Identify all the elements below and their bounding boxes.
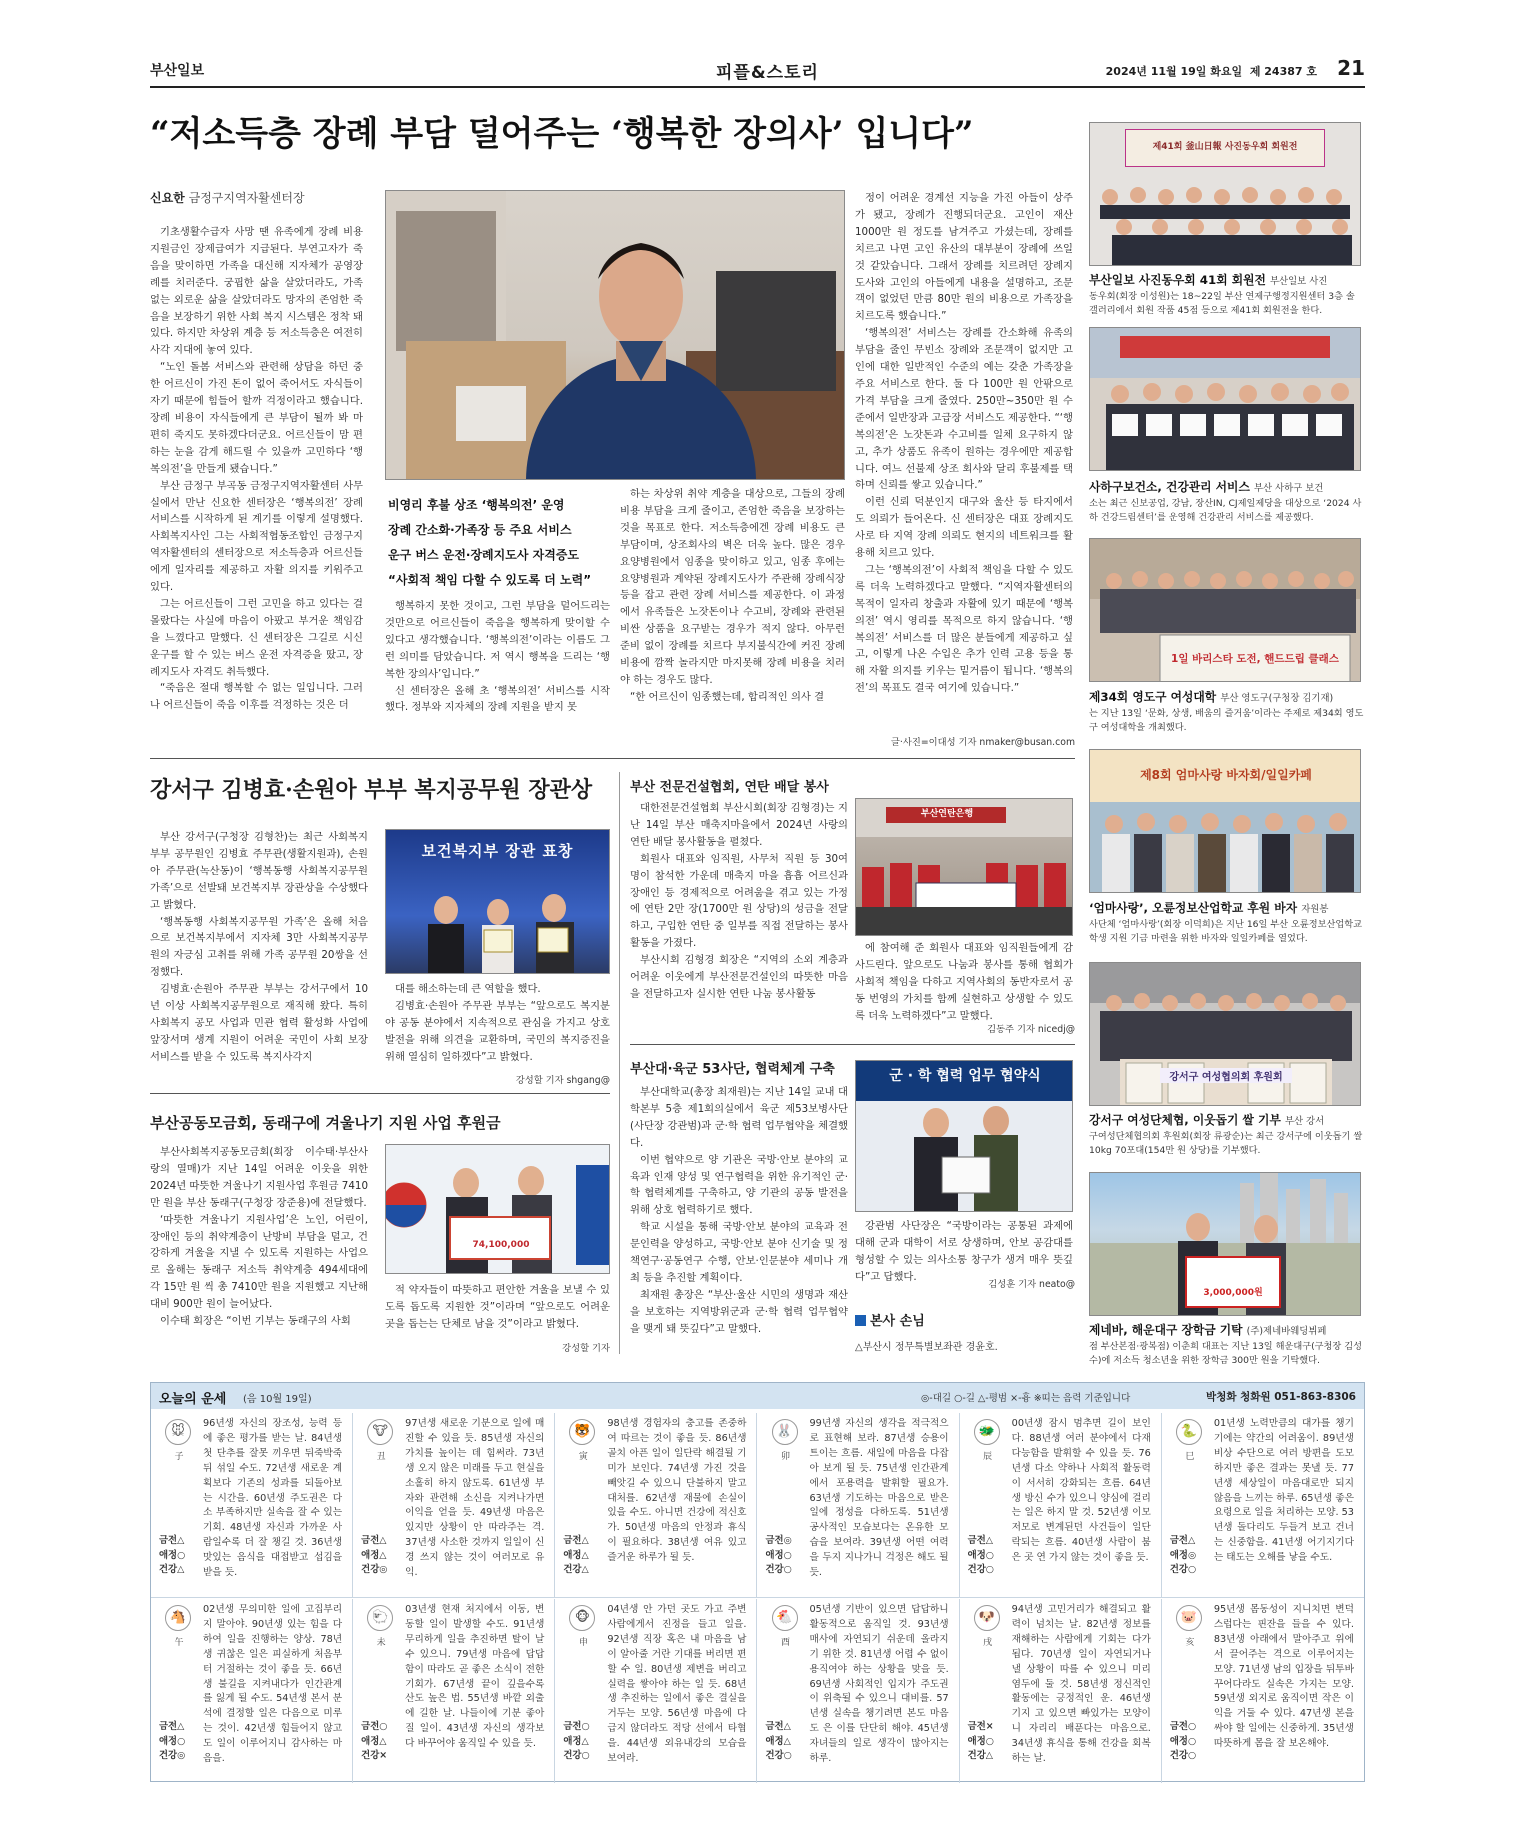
- fortune-cell-dog: [960, 1599, 1162, 1783]
- luck-rating: 건강○: [1169, 1564, 1197, 1575]
- a4-headline: 부산대·육군 53사단, 협력체계 구축: [630, 1062, 835, 1077]
- side5-photo: [1089, 962, 1361, 1106]
- side3-caption: 제34회 영도구 여성대학 부산 영도구(구청장 김기재) 는 지난 13일 ‘문화, 상생, 배움의 즐거움’이라는 주제로 제34회 영도구 여성대학을 개최했다.: [1089, 690, 1364, 734]
- zodiac-label: 辰: [983, 1452, 993, 1462]
- zodiac-label: 午: [174, 1638, 184, 1648]
- fortune-author: 박청화 청화원 051-863-8306: [1206, 1391, 1356, 1403]
- dragon-icon: 🐲: [974, 1419, 1000, 1445]
- luck-rating: 건강○: [563, 1750, 590, 1761]
- luck-rating: 애정△: [361, 1549, 387, 1561]
- luck-rating: 금전○: [361, 1721, 388, 1732]
- fortune-cell-ox: [353, 1413, 555, 1597]
- luck-rating: 애정○: [159, 1549, 186, 1561]
- luck-rating: 애정△: [563, 1735, 589, 1747]
- a3-volunteer-photo: [855, 798, 1073, 936]
- fortune-cell-monkey: [555, 1599, 757, 1783]
- luck-rating: 건강○: [765, 1750, 792, 1761]
- side1-caption: 부산일보 사진동우회 41회 회원전 부산일보 사진 동우회(회장 이성원)는 18~22일 부산 연제구행정지원센터 3층 솔 갤러리에서 회원 작품 45점 등으로 제41회 회원전을 한다.: [1089, 273, 1355, 317]
- a3-headline: 부산 전문건설협회, 연탄 배달 봉사: [630, 780, 829, 795]
- luck-rating: 금전○: [563, 1721, 590, 1732]
- fortune-cell-horse: [151, 1599, 353, 1783]
- a2-award-photo: [385, 829, 610, 974]
- luck-rating: 애정◎: [1169, 1549, 1197, 1561]
- luck-rating: 애정○: [765, 1549, 792, 1561]
- fortune-row-rule: [151, 1597, 1364, 1598]
- a5-headline: 부산공동모금회, 동래구에 겨울나기 지원 사업 후원금: [150, 1114, 501, 1132]
- a2-col-2: 대를 해소하는데 큰 역할을 했다. 김병효·손원아 주무관 부부는 “앞으로도 복지분야 공동 분야에서 지속적으로 관심을 가지고 상호 발전을 위해 의견을 교환하며, 국민의 복지증진을 위해 열심히 일하겠다”고 밝혔다.: [385, 983, 610, 1063]
- ox-icon: 🐮: [367, 1419, 393, 1445]
- zodiac-label: 卯: [780, 1452, 790, 1462]
- luck-rating: 금전△: [765, 1721, 791, 1732]
- sonnim-text: △부산시 정무특별보좌관 경윤호.: [855, 1342, 998, 1353]
- a3-col-1: 대한전문건설협회 부산시회(회장 김형경)는 지난 14일 부산 매축지마을에서 2024년 사랑의 연탄 배달 봉사활동을 펼쳤다. 회원사 대표와 임직원, 사무처 직원 등 30여 명이 참석한 가운데 매축지 마을 흡흡 어르신과 장애인 등 경제적으로 어려움을 겪고 있는 가정에 연탄 2만 장(1700만 원 상당)의 성금을 전달하고, 구입한 연탄 중 일부를 직접 전달하는 봉사활동을 가졌다. 부산시회 김형경 회장은 “지역의 소외 계층과 어려운 이웃에게 부산전문건설인의 따뜻한 마음을 전달하고자 실시한 연탄 나눔 봉사활동: [630, 802, 848, 1000]
- fortune-lunar-date: (음 10월 19일): [243, 1394, 312, 1405]
- a4-col-2: 강관범 사단장은 “국방이라는 공통된 과제에 대해 군과 대학이 서로 상생하며, 안보 공감대를 형성할 수 있는 의사소통 창구가 생겨 매우 뜻깊다”고 답했다.: [855, 1220, 1073, 1283]
- main-headline: “저소득층 장례 부담 덜어주는 ‘행복한 장의사’ 입니다”: [150, 114, 974, 154]
- luck-rating: 애정△: [563, 1549, 589, 1561]
- rabbit-icon: 🐰: [772, 1419, 798, 1445]
- fortune-cell-tiger: [555, 1413, 757, 1597]
- fortune-text: 99년생 자신의 생각을 적극적으로 표현해 보라. 87년생 승용이 트이는 흐름. 새일에 마음을 다잡아 보게 될 듯. 75년생 인간관계에서 포용력을 발휘할 필요가. 63년생 기도하는 마음으로 받은 일에 정성을 다하도록. 51년생 공사적인 모습보다는 온유한 모습을 보여라. 39년생 어떤 여력을 두지 지나가니 걱정은 해도 될 듯.: [809, 1418, 949, 1579]
- rat-icon: 🐭: [165, 1419, 191, 1445]
- side6-photo: [1089, 1172, 1361, 1316]
- luck-rating: 금전△: [967, 1535, 993, 1546]
- fortune-cell-rabbit: [758, 1413, 960, 1597]
- fortune-cell-snake: [1162, 1413, 1364, 1597]
- monkey-icon: 🐵: [569, 1605, 595, 1631]
- a3-bottom-rule: [630, 1044, 1075, 1045]
- main-bottom-rule: [150, 758, 1075, 759]
- header-rule: [150, 86, 1365, 88]
- zodiac-label: 申: [578, 1638, 588, 1648]
- fortune-text: 96년생 자신의 장조성, 능력 등에 좋은 평가를 받는 날. 84년생 첫 단추를 잘못 끼우면 뒤죽박죽 뒤 섞일 수도. 72년생 새로운 계획보다 기존의 성과를 되돌아보는 시간을. 60년생 주도권은 다소 부족하지만 실속을 잘 수 있는 기회. 48년생 자신과 가까운 사람일수록 더 잘 챙길 것. 36년생 맛있는 음식을 대접받고 섭김을 받을 듯.: [203, 1418, 343, 1579]
- side3-photo: [1089, 538, 1361, 682]
- main-col-1: 기초생활수급자 사망 땐 유족에게 장례 비용 지원금인 장제급여가 지급된다. 부연고자가 죽음을 맞이하면 가족을 대신해 지자체가 공영장례를 치러준다. 궁핍한 삶을 살았더라도, 가족 없는 외로운 삶을 살았더라도 망자의 존엄한 죽음을 보장하기 위한 사회 복지 시스템은 정착 돼 있다. 하지만 차상위 계층 등 저소득층은 여전히 사각 지대에 놓여 있다. “노인 돌봄 서비스와 관련해 상담을 하던 중 한 어르신이 가진 돈이 없어 죽어서도 자식들이 자기 때문에 힘들어 할까 걱정이라고 했습니다. 장례 비용이 자식들에게 큰 부담이 될까 봐 마 편히 죽지도 못하겠다더군요. 어르신들이 맘 편하는 눈을 감게 해드릴 수 있을까 고민하다 ‘행복의전’을 만들게 됐습니다.” 부산 금정구 부곡동 금정구지역자활센터 사무실에서 만난 신요한 센터장은 ‘행복의전’ 장례 서비스를 시작하게 된 계기를 이렇게 설명했다. 사회복지사인 그는 사회적협동조합인 금정구지역자활센터의 센터장으로 저소득층과 어르신들에게 일자리를 제공하고 자활 의지를 키워주고 있다. 그는 어르신들이 그런 고민을 하고 있다는 걸 몰랐다는 사실에 마음이 아팠고 부거운 책임감을 느꼈다고 말했다. 신 센터장은 그길로 시신 운구를 할 수 있는 버스 운전 자격증을 땄고, 장례지도사 자격도 취득했다. “죽음은 절대 행복할 수 없는 일입니다. 그러나 어르신들이 죽음 이후를 걱정하는 것은 더: [150, 226, 363, 712]
- fortune-header: [151, 1383, 1364, 1409]
- pig-icon: 🐷: [1176, 1605, 1202, 1631]
- fortune-text: 01년생 노력만큼의 대가를 챙기기에는 약간의 어려움이. 89년생 비상 수단으로 여러 방편을 도모하지만 좋은 결과는 못낼 듯. 77년생 세상일이 마음대로만 되지 않음을 느끼는 하루. 65년생 좋은 요령으로 일을 처리하는 모양. 53년생 돌다리도 두들겨 보고 건너는 신중함을. 41년생 어기지기다는 태도는 오해를 낳을 수도.: [1213, 1418, 1354, 1564]
- side2-photo: [1089, 327, 1361, 471]
- fortune-legend: ◎-대길 ○-길 △-평범 ×-흉 ※띠는 음력 기준입니다: [921, 1393, 1131, 1404]
- fortune-text: 03년생 현재 처지에서 이동, 변동할 일이 발생할 수도. 91년생 무리하게 일을 추진하면 탈이 날 수 있으니. 79년생 마음에 답답함이 따라도 곧 좋은 소식이 전한 기회가. 67년생 끝이 깊을수록 산도 높은 법. 55년생 바깥 외출에 길한 날. 나들이에 기분 좋아질 일이. 43년생 자신의 생각보다 바꾸어야 움직일 수 있을 듯.: [405, 1604, 545, 1750]
- a5-board-amount: 74,100,000: [472, 1240, 530, 1250]
- byline: 신요한 금정구지역자활센터장: [150, 191, 305, 205]
- sheep-icon: 🐑: [367, 1605, 393, 1631]
- snake-icon: 🐍: [1176, 1419, 1202, 1445]
- a4-col-1: 부산대학교(총장 최재원)는 지난 14일 교내 대학본부 5층 제1회의실에서 육군 제53보병사단(사단장 강관범)과 군·학 협력 업무협약을 체결했다. 이번 협약으로 양 기관은 국방·안보 분야의 교육과 인재 양성 및 연구협력을 위한 유기적인 군·학 협력체계를 구축하고, 양 기관의 공동 발전을 위해 상호 협력하기로 했다. 학교 시설을 통해 국방·안보 분야의 교육과 전문인력을 양성하고, 국방·안보 분야 신기술 및 정책연구·공동연구 수행, 안보·인문분야 세미나 개최 등을 추진할 계획이다. 최재원 총장은 “부산·울산 시민의 생명과 재산을 보호하는 지역방위군과 군·학 협력 업무협약을 맺게 돼 뜻깊다”고 말했다.: [630, 1086, 848, 1335]
- a5-donation-photo: [385, 1144, 610, 1274]
- square-bullet-icon: [855, 1315, 866, 1326]
- luck-rating: 건강△: [967, 1750, 993, 1761]
- a4-banner-text: 군 · 학 협력 업무 협약식: [889, 1068, 1041, 1084]
- sonnim-label: 본사 손님: [855, 1310, 925, 1329]
- side4-caption: ‘엄마사랑’, 오륜정보산업학교 후원 바자 자원봉 사단체 ‘엄마사랑’(회장 이덕희)은 지난 16일 부산 오륜정보산업학교 학생 지원 기금 마련을 위한 바자와 일일카페를 열었다.: [1089, 901, 1362, 945]
- side4-banner: 제8회 엄마사랑 바자회/일일카페: [1140, 768, 1312, 782]
- zodiac-label: 寅: [578, 1452, 588, 1462]
- main-col-4: 정이 어려운 경계선 지능을 가진 아들이 상주가 됐고, 장례가 진행되더군요. 고인이 재산 1000만 원 정도를 남겨주고 가셨는데, 장례를 치르고 나면 고인 유산의 대부분이 장례에 쓰일 것 같았습니다. 그래서 장례를 치르려던 장례지도사와 고인의 아들에게 내용을 설명하고, 조문객이 없었던 만큼 80만 원의 비용으로 가족장을 치르도록 했습니다.” ‘행복의전’ 서비스는 장례를 간소화해 유족의 부담을 줄인 무빈소 장례와 조문객이 없지만 고인에 대한 일반적인 수준의 예는 갖춘 가족장을 주요 서비스로 한다. 둘 다 100만 원 안팎으로 가격 부담을 크게 줄였다. 250만~350만 원 수준에서 일반장과 고급장 서비스도 제공한다. “‘행복의전’은 노잣돈과 수고비를 일체 요구하지 않고, 추가 상품도 유족이 원하는 경우에만 제공합니다. 여느 선불제 상조 회사와 달리 후불제를 택하며 신뢰를 쌓고 있습니다.” 이런 신뢰 덕분인지 대구와 울산 등 타지에서도 의뢰가 들어온다. 신 센터장은 대표 장례지도사로 타 지역 장례 의뢰도 현지의 네트워크를 활용해 치르고 있다. 그는 ‘행복의전’이 사회적 책임을 다할 수 있도록 더욱 노력하겠다고 말했다. “지역자활센터의 목적이 일자리 창출과 자활에 있기 때문에 ‘행복의전’ 역시 영리를 목적으로 하지 않습니다. ‘행복의전’ 서비스를 더 많은 분들에게 제공하고 싶고, 이렇게 나온 수입은 추가 인력 고용 등을 통해 자활 의지를 키우는 밑거름이 됩니다. ‘행복의전’의 목표도 결국 여기에 있습니다.”: [855, 192, 1073, 695]
- fortune-text: 98년생 경험자의 충고를 존중하여 따르는 것이 좋을 듯. 86년생 골치 아픈 일이 일단락 해결될 기미가 보인다. 74년생 가진 것을 빼앗길 수 있으니 단불하지 말고 대처를. 62년생 재물에 손실이 있을 수도. 아니면 건강에 적신호가. 50년생 마음의 안정과 휴식이 필요하다. 38년생 여유 있고 즐거운 하루가 될 듯.: [607, 1418, 747, 1564]
- fortune-text: 02년생 무의미한 일에 고집부리지 말아야. 90년생 있는 힘을 다하여 일을 진행하는 양상. 78년생 귀찮은 일은 피실하게 처음부터 거절하는 것이 좋을 듯. 66년생 불길을 지켜내다가 인간관계를 잃게 될 수도. 54년생 본서 분석에 결정할 일은 다음으로 미루는 것이. 42년생 힘들어지 않고도 일이 이루어지니 감사하는 마음을.: [203, 1604, 343, 1765]
- pull-quote: 비영리 후불 상조 ‘행복의전’ 운영 장례 간소화·가족장 등 주요 서비스 운구 버스 운전·장례지도사 자격증도 “사회적 책임 다할 수 있도록 더 노력”: [388, 498, 592, 587]
- side6-board-amount: 3,000,000원: [1203, 1288, 1263, 1298]
- luck-rating: 애정○: [967, 1549, 994, 1561]
- luck-rating: 건강○: [765, 1564, 792, 1575]
- luck-rating: 건강○: [967, 1564, 994, 1575]
- luck-rating: 애정△: [361, 1735, 387, 1747]
- main-credit: 글·사진=이대성 기자 nmaker@busan.com: [890, 737, 1075, 748]
- dog-icon: 🐶: [974, 1605, 1000, 1631]
- luck-rating: 건강△: [159, 1564, 185, 1575]
- luck-rating: 건강◎: [159, 1750, 186, 1761]
- fortune-text: 04년생 안 가던 곳도 가고 주변 사람에게서 진정을 들고 일을. 92년생 직장 혹은 내 마음을 남이 알아줄 거란 기대를 버리면 편할 수 일. 80년생 제변을 버리고 실력을 쌓아야 하는 일 듯. 68년생 추진하는 일에서 좋은 결실을 거두는 모양. 56년생 마음에 다 급지 않더라도 적당 선에서 타협을. 44년생 외유내강의 모습을 보여라.: [607, 1604, 747, 1765]
- tiger-icon: 🐯: [569, 1419, 595, 1445]
- zodiac-label: 巳: [1185, 1452, 1195, 1462]
- horse-icon: 🐴: [165, 1605, 191, 1631]
- zodiac-label: 酉: [780, 1638, 790, 1648]
- a2-headline: 강서구 김병효·손원아 부부 복지공무원 장관상: [150, 777, 593, 803]
- luck-rating: 애정○: [1169, 1735, 1197, 1747]
- main-col-2: 행복하지 못한 것이고, 그런 부담을 덜어드리는 것만으로 어르신들이 죽음을 행복하게 맞이할 수 있다고 생각했습니다. ‘행복의전’이라는 이름도 그런 의미를 담았습니다. 저 역시 행복을 드리는 ‘행복한 장의사’입니다.” 신 센터장은 올해 초 ‘행복의전’ 서비스를 시작했다. 정부와 지자체의 장례 지원을 받지 못: [385, 600, 610, 714]
- issue-date: 2024년 11월 19일 화요일 제 24387 호: [1105, 65, 1317, 78]
- side5-caption: 강서구 여성단체협, 이웃돕기 쌀 기부 부산 강서 구여성단체협의회 후원회(회장 류광순)는 최근 강서구에 이웃돕기 쌀 10kg 70포대(154만 원 상당)를 기부했다.: [1089, 1113, 1363, 1157]
- luck-rating: 금전◎: [765, 1535, 792, 1546]
- a5-col-1: 부산사회복지공동모금회(회장 이수태·부산사랑의 열매)가 지난 14일 어려운 이웃을 위한 2024년 따뜻한 겨울나기 지원사업 후원금 7410만 원을 부산 동래구(구청장 장준용)에 전달했다. ‘따뜻한 겨울나기 지원사업’은 노인, 어린이, 장애인 등의 취약계층이 난방비 부담을 덜고, 건강하게 겨울을 지낼 수 있도록 지원하는 사업으로 올해는 동래구 저소득 취약계층 494세대에 각 15만 원 씩 총 7410만 원을 지원했고 지난해 대비 900만 원이 늘어났다. 이수태 회장은 “이번 기부는 동래구의 사회: [150, 1146, 368, 1328]
- a2-banner-text: 보건복지부 장관 표창: [421, 842, 574, 860]
- luck-rating: 건강△: [563, 1564, 589, 1575]
- fortune-cell-dragon: [960, 1413, 1162, 1597]
- fortune-text: 97년생 새로운 기분으로 일에 매진할 수 있을 듯. 85년생 자신의 가치를 높이는 데 힘써라. 73년생 오지 않은 미래를 두고 현실을 소홀히 하지 않도록. 61년생 부자와 관련해 소신을 지켜나가면 이익을 얻을 듯. 49년생 마음은 있지만 상황이 안 따라주는 격. 37년생 사소한 것까지 일일이 신경 쓰지 않는 것이 여러모로 유익.: [405, 1418, 545, 1579]
- fortune-text: 00년생 잠시 멈추면 길이 보인다. 88년생 여러 분야에서 다재다능함을 발휘할 수 있을 듯. 76년생 다소 약하나 사회적 활동력이 서서히 강화되는 흐름. 64년생 방신 수가 있으니 양심에 걸리는 일은 하지 말 것. 52년생 이모저모로 변계된던 사건들이 일단락되는 흐름. 40년생 사람이 붐은 곳 연 가지 않는 것이 좋을 듯.: [1011, 1418, 1151, 1564]
- a2-credit: 강성할 기자 shgang@: [515, 1075, 610, 1086]
- zodiac-label: 戌: [983, 1638, 993, 1648]
- luck-rating: 금전△: [159, 1721, 185, 1732]
- luck-rating: 금전△: [361, 1535, 387, 1546]
- luck-rating: 금전○: [1169, 1721, 1197, 1732]
- zodiac-label: 子: [174, 1452, 184, 1462]
- a2-col-1: 부산 강서구(구청장 김형찬)는 최근 사회복지 부부 공무원인 김병효 주무관(생활지원과), 손원아 주무관(녹산동)이 ‘행복동행 사회복지공무원 가족’으로 선발돼 보건복지부 장관상을 수상했다고 밝혔다. ‘행복동행 사회복지공무원 가족’은 올해 처음으로 보건복지부에서 지자체 3만 사회복지공무원의 자긍심 고취를 위해 가족 공무원 20쌍을 선정했다. 김병효·손원아 주무관 부부는 강서구에서 10년 이상 사회복지공무원으로 재직해 왔다. 특히 사회복지 공모 사업과 민관 협력 활성화 사업에 앞장서며 생계 지원이 어려운 국민이 사회 보장 서비스를 받을 수 있도록 복지사각지: [150, 831, 368, 1063]
- fortune-cell-pig: [1162, 1599, 1364, 1783]
- a3-sign-text: 부산연탄은행: [920, 809, 974, 819]
- a2-bottom-rule: [150, 1093, 610, 1094]
- vertical-divider: [619, 772, 620, 1354]
- fortune-text: 95년생 몸동성이 지니치면 변덕스럽다는 핀잔을 들을 수 있다. 83년생 아래에서 말아주고 위에서 끌어주는 격으로 이루어지는 모양. 71년생 남의 입장을 뒤투바꾸어다라도 실속은 가지는 모양. 59년생 외지로 움직이면 작은 이익을 거둘 수 있다. 47년생 본을 싸야 할 일에는 신중하게. 35년생 따뜻하게 몸을 잘 보온해야.: [1213, 1604, 1354, 1750]
- zodiac-label: 未: [376, 1638, 386, 1648]
- page-number: 21: [1337, 56, 1365, 80]
- zodiac-label: 丑: [376, 1452, 386, 1462]
- paper-name: 부산일보: [150, 63, 205, 79]
- fortune-box: [150, 1382, 1365, 1782]
- a3-credit: 김동주 기자 nicedj@: [987, 1024, 1075, 1035]
- side4-photo: [1089, 749, 1361, 893]
- page-header: [150, 52, 1365, 86]
- luck-rating: 애정○: [967, 1735, 994, 1747]
- zodiac-label: 亥: [1185, 1638, 1195, 1648]
- side6-caption: 제네바, 해운대구 장학금 기탁 (주)제네바웨딩뷔페 점 부산본점·광복점) 이춘희 대표는 지난 13일 해운대구(구청장 김성수)에 저소득 청소년을 위한 장학금 300만 원을 기탁했다.: [1089, 1323, 1362, 1367]
- luck-rating: 애정○: [159, 1735, 186, 1747]
- luck-rating: 금전△: [159, 1535, 185, 1546]
- main-col-3: 하는 차상위 취약 계층을 대상으로, 그들의 장례 비용 부담을 크게 줄이고, 존엄한 죽음을 보장하는 것을 목표로 한다. 저소득층에겐 장례 비용도 큰 부담이며, 상조회사의 벽은 더욱 높다. 많은 경우 요양병원에서 임종을 맞이하고 있고, 임종 후에는 요양병원과 계약된 장례지도사가 주관해 장례식장 등을 잡고 관련 장례 서비스를 제공한다. 이 과정에서 유족들은 노잣돈이나 수고비, 장례와 관련된 비싼 상품을 요구받는 경우가 적지 않다. 아무런 준비 없이 장례를 치르다 부지불식간에 커진 장례 비용에 깜짝 놀라지만 마지못해 장례 비용을 치러야 하는 경우도 많다. “한 어르신이 임종했는데, 합리적인 의사 결: [620, 488, 845, 703]
- fortune-text: 94년생 고민거리가 해결되고 활력이 넘치는 날. 82년생 정보를 재해하는 사람에게 기회는 다가됩다. 70년생 일이 자연되거나 낼 상황이 따를 수 있으니 미리 염두에 둘 것. 58년생 정신적인 활동에는 긍정적인 운. 46년생 기지 고 있으면 빠있가는 모양이니 자리리 배푼다는 마음으로. 34년생 휴식을 통해 건강을 회복하는 날.: [1011, 1604, 1151, 1765]
- a5-col-2: 적 약자들이 따뜻하고 편안한 겨울을 보낼 수 있도록 돕도록 지원한 것”이라며 “앞으로도 어려운 곳을 돕는는 단체로 남을 것”이라고 밝혔다.: [385, 1284, 610, 1330]
- luck-rating: 금전△: [1169, 1535, 1196, 1546]
- fortune-cell-sheep: [353, 1599, 555, 1783]
- a3-col-2: 에 참여해 준 회원사 대표와 임직원들에게 감사드린다. 앞으로도 나눔과 봉사를 통해 협회가 사회적 책임을 다하고 지역사회의 동반자로서 공동 번영의 가치를 함께 실현하고 상생할 수 있도록 더욱 노력하겠다”고 말했다.: [855, 942, 1073, 1022]
- fortune-cell-rat: [151, 1413, 353, 1597]
- side5-banner: 강서구 여성협의회 후원회: [1160, 1068, 1292, 1083]
- luck-rating: 건강◎: [361, 1564, 388, 1575]
- rooster-icon: 🐔: [772, 1605, 798, 1631]
- main-portrait-photo: [385, 190, 845, 480]
- a5-credit: 강성할 기자: [562, 1343, 610, 1354]
- fortune-title: 오늘의 운세: [159, 1392, 227, 1407]
- luck-rating: 금전△: [563, 1535, 589, 1546]
- fortune-text: 05년생 기반이 있으면 답답하니 활동적으로 움직일 것. 93년생 매사에 자연되기 쉬운데 올라지기 위한 것. 81년생 어렵 수 없이 용직여야 하는 상황을 맞을 듯. 69년생 사회적인 입지가 주도권이 위축될 수 있으니 대비를. 57년생 실속을 챙기려면 본도 마음도 은 이를 단단히 해야. 45년생 자녀들의 일로 생각이 많아지는 하루.: [809, 1604, 949, 1765]
- side2-caption: 사하구보건소, 건강관리 서비스 부산 사하구 보건 소는 최근 신보공업, 강남, 장산IN, CJ제일제당을 대상으로 ‘2024 사하 건강드림센터’를 운영해 건강관리 서비스를 제공했다.: [1089, 480, 1362, 524]
- a4-credit: 김성훈 기자 neato@: [988, 1279, 1075, 1290]
- section-title: 피플&스토리: [716, 63, 819, 83]
- a4-mou-photo: [855, 1060, 1073, 1212]
- fortune-cell-rooster: [758, 1599, 960, 1783]
- luck-rating: 애정△: [765, 1735, 791, 1747]
- luck-rating: 건강○: [1169, 1750, 1197, 1761]
- luck-rating: 건강×: [361, 1750, 388, 1761]
- luck-rating: 금전×: [967, 1721, 994, 1732]
- side1-banner: 제41회 釜山日報 사진동우회 회원전: [1152, 142, 1298, 152]
- side3-banner: 1일 바리스타 도전, 핸드드립 클래스: [1171, 653, 1339, 665]
- side1-photo: [1089, 122, 1361, 266]
